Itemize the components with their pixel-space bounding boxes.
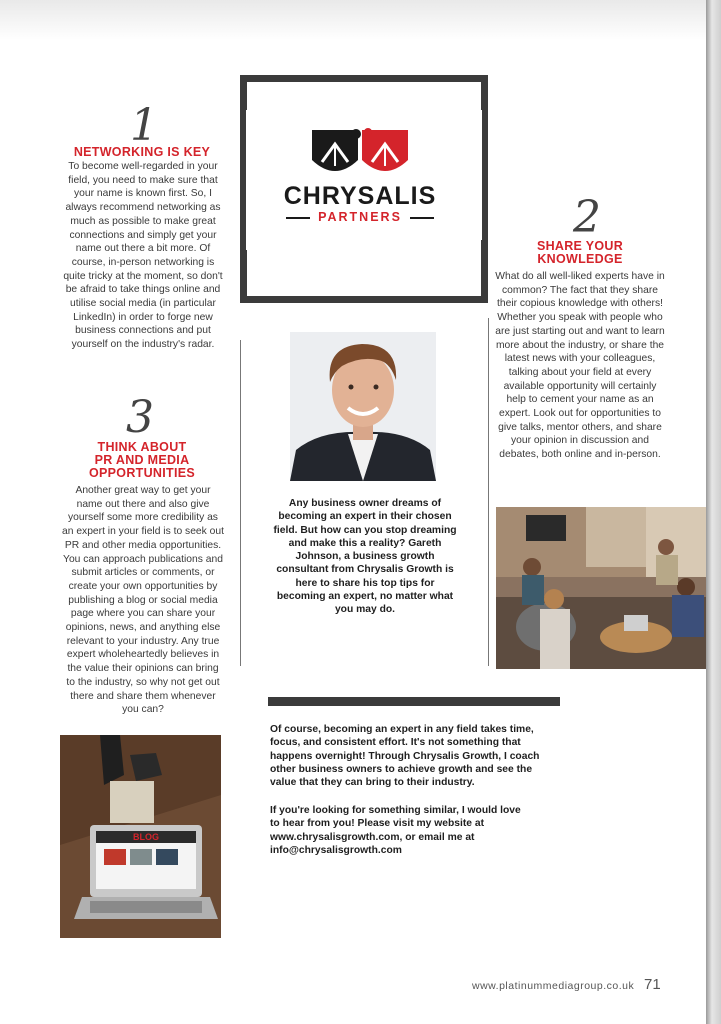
section-2-title [510,240,650,266]
blog-screen-label: BLOG [133,832,159,842]
right-column-divider [488,318,489,666]
section-2-title-line-2: KNOWLEDGE [537,252,623,266]
blog-laptop-photo [60,735,221,938]
section-3-title-line-1: THINK ABOUT [97,440,187,454]
footer-website: www.platinummediagroup.co.uk [472,980,635,992]
logo-tagline: PARTNERS [318,210,402,224]
intro-paragraph: Any business owner dreams of becoming an expert in their chosen field. But how can you stop dreaming and make this a reality? Gareth Johnson, a business growth consultant from Chrysalis Growth is here to share his top tips for becoming an expert, no matter what you may do. [273,498,457,616]
tagline-rule-right [410,217,434,219]
chrysalis-logo-mark [310,126,410,178]
left-column-divider [240,340,241,666]
section-3-title-line-3: OPPORTUNITIES [89,466,195,480]
portrait-photo [290,332,436,481]
page-number: 71 [644,976,661,993]
office-meeting-photo [496,507,706,669]
top-shadow [0,0,706,40]
frame-gap-left [246,110,256,250]
divider-bar [268,697,560,706]
section-1-body: To become well-regarded in your field, you need to make sure that your name is known first. So, I always recommend networking as much as possible to make great connections and simply get your name out there a bit more. Of course, in-person networking is quite tricky at the moment, so don't be afraid to take things online and utilise social media (in particular LinkedIn) in order to forge new business connections and put yourself on the industry's radar. [63,161,223,351]
section-1-number: 1 [130,100,158,151]
conclusion-paragraph-1: Of course, becoming an expert in any field takes time, focus, and consistent effort. It's not something that happens overnight! Through Chrysalis Growth, I coach other business owners to achieve growth and see the value that they can bring to their industry. [270,724,540,789]
page-edge [706,0,721,1024]
section-2-number: 2 [573,192,601,243]
frame-gap-right [472,110,482,240]
logo-wordmark: CHRYSALIS [283,182,437,210]
section-2-body: What do all well-liked experts have in common? The fact that they share their copious knowledge with others! Whether you speak with people who are just starting out and want to learn more about the industry, or share the latest news with your colleagues, talking about your field at every available opportunity will certainly help to cement your name as an expert. Look out for opportunities to give talks, mentor others, and share your opinion in discussion and debates, both online and in-person. [495,271,665,461]
section-1-title: NETWORKING IS KEY [73,145,211,159]
section-3-title-line-2: PR AND MEDIA [94,453,190,467]
section-2-title-line-1: SHARE YOUR [536,239,624,253]
logo-tagline-row [286,210,434,224]
section-3-number: 3 [126,392,154,443]
tagline-rule-left [286,217,310,219]
conclusion-paragraph-2: If you're looking for something similar, I would love to hear from you! Please visit my website at www.chrysalisgrowth.com, or email me at info@chrysalisgrowth.com [270,805,521,856]
section-3-body: Another great way to get your name out there and also give yourself some more credibility as an expert in your field is to seek out PR and other media opportunities. You can approach publications and submit articles or comments, or create your own opportunities by publishing a blog or social media page where you can share your opinions, news, and anything else relevant to your industry. Any true expert wholeheartedly believes in the value their opinions can bring to the industry, so why not get out there and share them whenever you can? [62,485,224,716]
section-3-title [66,441,218,480]
